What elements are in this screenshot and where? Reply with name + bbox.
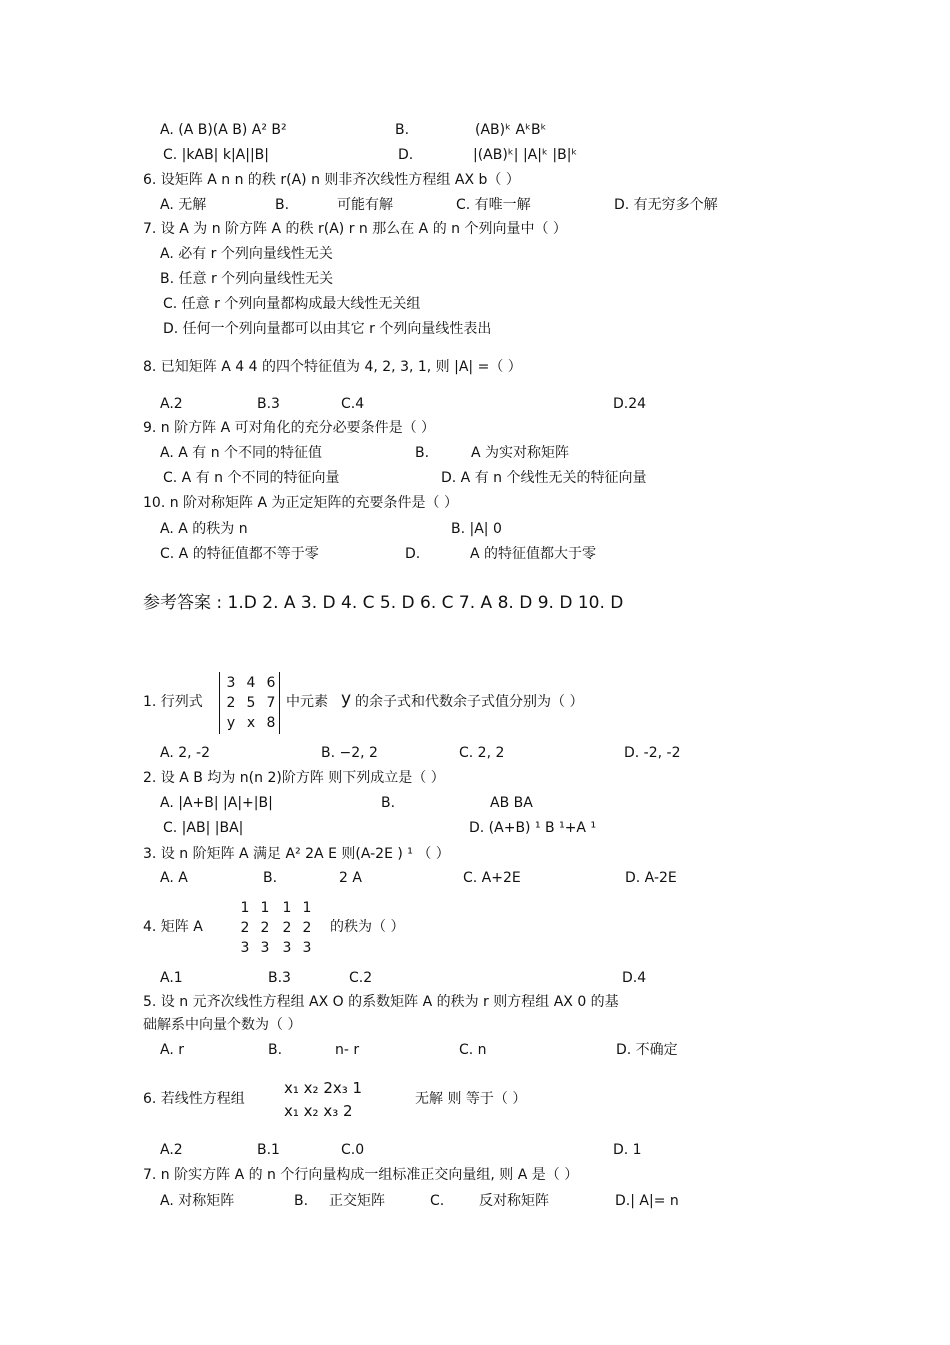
p2-q6-option-b: B.1 (257, 1142, 280, 1158)
matrix-cell: 2 (260, 920, 270, 936)
p2-q7-option-b: B. (294, 1193, 309, 1209)
q7-option-b: B. 任意 r 个列向量线性无关 (160, 271, 334, 287)
p2-q3-option-b: B. (263, 870, 278, 886)
q6-option-d: D. 有无穷多个解 (614, 197, 718, 213)
p2-q4-label: 4. 矩阵 A (143, 919, 203, 935)
p2-q5-stem-line1: 5. 设 n 元齐次线性方程组 AX O 的系数矩阵 A 的秩为 r 则方程组 AX 0 的基 (143, 994, 619, 1010)
p2-q3-option-c: C. A+2E (463, 870, 521, 886)
equation-row-1: x₁ x₂ 2x₃ 1 (284, 1079, 363, 1097)
matrix-cell: 1 (260, 900, 270, 916)
q6-option-b: B. (275, 197, 290, 213)
matrix-cell: 1 (302, 900, 312, 916)
p2-q4-option-d: D.4 (622, 970, 647, 986)
p2-q6-option-c: C.0 (341, 1142, 365, 1158)
q5-option-c: C. |kAB| k|A||B| (163, 147, 270, 163)
q6-option-a: A. 无解 (160, 197, 207, 213)
q9-stem: 9. n 阶方阵 A 可对角化的充分必要条件是（ ） (143, 420, 436, 436)
p2-q5-option-c: C. n (459, 1042, 487, 1058)
p2-q1-option-c: C. 2, 2 (459, 745, 505, 761)
p2-q6-option-a: A.2 (160, 1142, 183, 1158)
p2-q7-option-c: C. (430, 1193, 445, 1209)
determinant-matrix (222, 673, 280, 733)
p2-q3-option-a: A. A (160, 870, 188, 886)
matrix-cell: 2 (302, 920, 312, 936)
det-cell: 6 (266, 675, 276, 691)
q8-option-b: B.3 (257, 396, 280, 412)
matrix-cell: 2 (282, 920, 292, 936)
q10-stem: 10. n 阶对称矩阵 A 为正定矩阵的充要条件是（ ） (143, 495, 458, 511)
q5-option-a: A. (A B)(A B) A² B² (160, 122, 287, 138)
matrix-cell: 2 (240, 920, 250, 936)
q9-option-a: A. A 有 n 个不同的特征值 (160, 445, 323, 461)
q9-option-b-text: A 为实对称矩阵 (471, 445, 570, 461)
q5-option-d: D. (398, 147, 414, 163)
p2-q2-option-a: A. |A+B| |A|+|B| (160, 795, 273, 811)
p2-q7-option-b-text: 正交矩阵 (329, 1193, 385, 1209)
q8-option-a: A.2 (160, 396, 183, 412)
p2-q5-stem-line2: 础解系中向量个数为（ ） (143, 1017, 302, 1033)
matrix-cell: 1 (240, 900, 250, 916)
q8-stem: 8. 已知矩阵 A 4 4 的四个特征值为 4, 2, 3, 1, 则 |A| =（ ） (143, 359, 522, 375)
q7-option-d: D. 任何一个列向量都可以由其它 r 个列向量线性表出 (163, 321, 492, 337)
p2-q3-option-b-text: 2 A (339, 870, 362, 886)
p2-q4-option-c: C.2 (349, 970, 373, 986)
det-cell: 2 (226, 695, 236, 711)
answer-key: 参考答案 : 1.D 2. A 3. D 4. C 5. D 6. C 7. A 8. D 9. D 10. D (143, 593, 624, 613)
p2-q1-option-d: D. -2, -2 (624, 745, 681, 761)
p2-q1-option-a: A. 2, -2 (160, 745, 210, 761)
det-cell: 5 (246, 695, 256, 711)
p2-q7-stem: 7. n 阶实方阵 A 的 n 个行向量构成一组标准正交向量组, 则 A 是（ ） (143, 1167, 579, 1183)
p2-q3-stem: 3. 设 n 阶矩阵 A 满足 A² 2A E 则(A-2E ) ¹ （ ） (143, 846, 450, 862)
p2-q1-option-b: B. −2, 2 (321, 745, 378, 761)
q6-stem: 6. 设矩阵 A n n 的秩 r(A) n 则非齐次线性方程组 AX b（ ） (143, 172, 520, 188)
p2-q7-option-c-text: 反对称矩阵 (479, 1193, 549, 1209)
det-cell: x (246, 715, 256, 731)
q10-option-a: A. A 的秩为 n (160, 521, 248, 537)
q9-option-d: D. A 有 n 个线性无关的特征向量 (441, 470, 647, 486)
det-cell: 3 (226, 675, 236, 691)
matrix-cell: 3 (302, 940, 312, 956)
det-cell: y (226, 715, 236, 731)
q10-option-c: C. A 的特征值都不等于零 (160, 546, 319, 562)
p2-q1-rest-b: 的余子式和代数余子式值分别为（ ） (355, 694, 584, 710)
q9-option-c: C. A 有 n 个不同的特征向量 (163, 470, 340, 486)
equation-row-2: x₁ x₂ x₃ 2 (284, 1102, 353, 1120)
p2-q5-option-d: D. 不确定 (616, 1042, 678, 1058)
p2-q2-option-b-text: AB BA (490, 795, 533, 811)
p2-q2-option-d: D. (A+B) ¹ B ¹+A ¹ (469, 820, 597, 836)
p2-q1-rest-a: 中元素 (286, 694, 328, 710)
p2-q1-var-y: y (341, 689, 352, 709)
p2-q4-option-a: A.1 (160, 970, 183, 986)
p2-q2-option-b: B. (381, 795, 396, 811)
q7-stem: 7. 设 A 为 n 阶方阵 A 的秩 r(A) r n 那么在 A 的 n 个列向量中（ ） (143, 221, 567, 237)
q7-option-a: A. 必有 r 个列向量线性无关 (160, 246, 333, 262)
p2-q6-rest: 无解 则 等于（ ） (415, 1091, 527, 1107)
q5-option-b: B. (395, 122, 410, 138)
p2-q4-option-b: B.3 (268, 970, 291, 986)
p2-q2-stem: 2. 设 A B 均为 n(n 2)阶方阵 则下列成立是（ ） (143, 770, 445, 786)
q7-option-c: C. 任意 r 个列向量都构成最大线性无关组 (163, 296, 421, 312)
matrix-cell: 3 (282, 940, 292, 956)
q8-option-c: C.4 (341, 396, 365, 412)
q9-option-b: B. (415, 445, 430, 461)
q10-option-d-text: A 的特征值都大于零 (470, 546, 597, 562)
determinant-left-bar (219, 672, 220, 734)
det-cell: 4 (246, 675, 256, 691)
p2-q1-label: 1. 行列式 (143, 694, 203, 710)
p2-q3-option-d: D. A-2E (625, 870, 677, 886)
p2-q6-label: 6. 若线性方程组 (143, 1091, 245, 1107)
q6-option-b-text: 可能有解 (337, 197, 393, 213)
p2-q4-rest: 的秩为（ ） (330, 919, 405, 935)
p2-q7-option-a: A. 对称矩阵 (160, 1193, 235, 1209)
matrix-cell: 3 (240, 940, 250, 956)
p2-q2-option-c: C. |AB| |BA| (163, 820, 244, 836)
q10-option-d: D. (405, 546, 421, 562)
p2-q5-option-b: B. (268, 1042, 283, 1058)
rank-matrix (236, 898, 316, 958)
q10-option-b: B. |A| 0 (451, 521, 502, 537)
p2-q6-option-d: D. 1 (613, 1142, 642, 1158)
det-cell: 7 (266, 695, 276, 711)
det-cell: 8 (266, 715, 276, 731)
p2-q5-option-a: A. r (160, 1042, 184, 1058)
q5-option-b-expr: (AB)ᵏ AᵏBᵏ (475, 122, 547, 138)
p2-q7-option-d: D.| A|= n (615, 1193, 679, 1209)
q6-option-c: C. 有唯一解 (456, 197, 531, 213)
q5-option-d-expr: |(AB)ᵏ| |A|ᵏ |B|ᵏ (473, 147, 578, 163)
matrix-cell: 1 (282, 900, 292, 916)
q8-option-d: D.24 (613, 396, 647, 412)
p2-q5-option-b-text: n- r (335, 1042, 360, 1058)
matrix-cell: 3 (260, 940, 270, 956)
